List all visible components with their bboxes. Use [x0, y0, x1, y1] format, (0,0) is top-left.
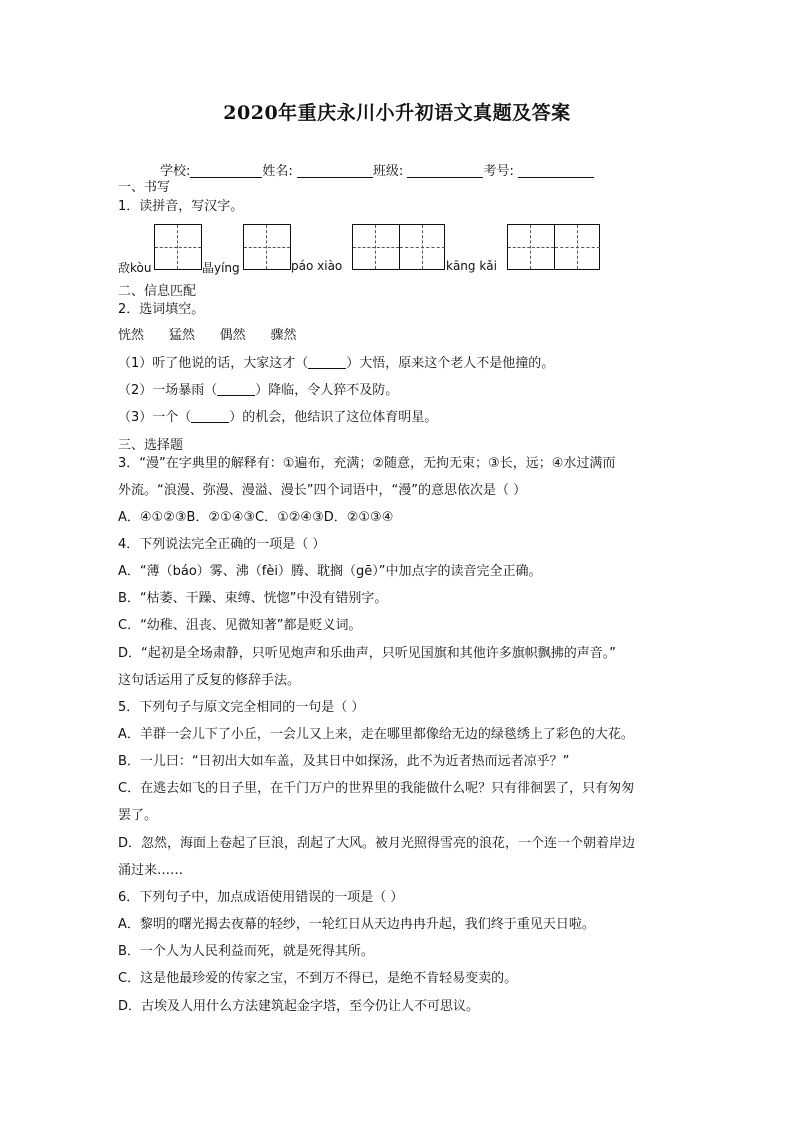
q2-blank-3[interactable] [191, 410, 229, 423]
q4-option-a: A．“薄（báo）雾、沸（fèi）腾、耽搁（gē）”中加点字的读音完全正确。 [118, 564, 542, 579]
q4-option-b: B．“枯萎、干躁、束缚、恍惚”中没有错别字。 [118, 591, 388, 606]
answer-grid-1[interactable] [154, 224, 202, 270]
q2-s1-text-b: ）大悟，原来这个老人不是他撞的。 [346, 356, 555, 371]
q2-s3-text-a: （3）一个（ [118, 410, 192, 425]
q2-blank-2[interactable] [217, 383, 255, 396]
q2-s1-text-a: （1）听了他说的话，大家这才（ [118, 356, 309, 371]
q2-sentence-1 [118, 356, 554, 372]
name-label: 姓名: [262, 164, 293, 179]
q3-line-2: 外流。“浪漫、弥漫、漫溢、漫长”四个词语中，“漫”的意思依次是（ ） [118, 483, 527, 498]
name-blank[interactable] [297, 163, 373, 178]
pinyin-3: páo xiào [291, 259, 343, 273]
section-heading-matching: 二、信息匹配 [118, 284, 197, 299]
q6-stem: 6．下列句子中，加点成语使用错误的一项是（ ） [118, 890, 404, 905]
word-option: 偶然 [219, 328, 246, 343]
q6-option-c: C．这是他最珍爱的传家之宝，不到万不得已，是绝不肯轻易变卖的。 [118, 971, 518, 986]
q6-option-d: D．古埃及人用什么方法建筑起金字塔，至今仍让人不可思议。 [118, 999, 480, 1014]
section-heading-choice: 三、选择题 [118, 438, 184, 453]
q5-stem: 5．下列句子与原文完全相同的一句是（ ） [118, 700, 365, 715]
school-label: 学校: [160, 164, 191, 179]
q3-line-1: 3．“漫”在字典里的解释有：①遍布，充满；②随意，无拘无束；③长，远；④水过满而 [118, 456, 616, 471]
q5-option-d-line-2: 涌过来…… [118, 863, 184, 878]
q5-option-b: B．一儿曰：“日初出大如车盖，及其日中如探汤，此不为近者热而远者凉乎？” [118, 754, 570, 769]
section-heading-writing: 一、书写 [118, 180, 171, 195]
q4-stem: 4．下列说法完全正确的一项是（ ） [118, 537, 326, 552]
q2-s2-text-b: ）降临，令人猝不及防。 [255, 383, 399, 398]
q2-sentence-3 [118, 410, 437, 426]
answer-grid-2[interactable] [243, 224, 291, 270]
q6-option-b: B．一个人为人民利益而死，就是死得其所。 [118, 944, 374, 959]
q2-s2-text-a: （2）一场暴雨（ [118, 383, 218, 398]
class-blank[interactable] [407, 163, 483, 178]
q5-option-c-line-1: C．在逃去如飞的日子里，在千门万户的世界里的我能做什么呢？只有徘徊罢了，只有匆匆 [118, 781, 635, 796]
q2-s3-text-b: ）的机会，他结识了这位体育明星。 [229, 410, 438, 425]
q4-option-d-line-1: D．“起初是全场肃静，只听见炮声和乐曲声，只听见国旗和其他许多旗帜飘拂的声音。” [118, 646, 616, 661]
q4-option-c: C．“幼稚、沮丧、见微知著”都是贬义词。 [118, 618, 362, 633]
pinyin-2: 晶yíng [202, 261, 240, 275]
q2-blank-1[interactable] [308, 356, 346, 369]
number-blank[interactable] [518, 163, 594, 178]
word-option: 骤然 [270, 328, 297, 343]
pinyin-4: kāng kǎi [446, 259, 497, 273]
word-option: 猛然 [168, 328, 195, 343]
q2-stem: 2．选词填空。 [118, 302, 205, 317]
class-label: 班级: [372, 164, 404, 179]
q4-option-d-line-2: 这句话运用了反复的修辞手法。 [118, 673, 301, 688]
q5-option-d-line-1: D．忽然，海面上卷起了巨浪，刮起了大风。被月光照得雪亮的浪花，一个连一个朝着岸边 [118, 836, 636, 851]
page-title: 2020年重庆永川小升初语文真题及答案 [223, 102, 571, 124]
school-blank[interactable] [190, 163, 262, 178]
q5-option-c-line-2: 罢了。 [118, 808, 158, 823]
q1-stem: 1．读拼音，写汉字。 [118, 199, 244, 214]
answer-grid-3[interactable] [352, 224, 445, 270]
number-label: 考号: [483, 164, 514, 179]
q2-sentence-2 [118, 383, 398, 399]
word-option: 恍然 [118, 328, 145, 343]
q5-option-a: A．羊群一会儿下了小丘，一会儿又上来，走在哪里都像给无边的绿毯绣上了彩色的大花。 [118, 727, 634, 742]
answer-grid-4[interactable] [507, 224, 600, 270]
pinyin-1: 敌kòu [118, 261, 152, 275]
q3-options: A．④①②③B．②①④③C．①②④③D．②①③④ [118, 510, 394, 525]
student-info-row [160, 160, 594, 179]
word-bank [118, 328, 296, 344]
q6-option-a: A．黎明的曙光揭去夜幕的轻纱，一轮红日从天边冉冉升起，我们终于重见天日啦。 [118, 917, 595, 932]
